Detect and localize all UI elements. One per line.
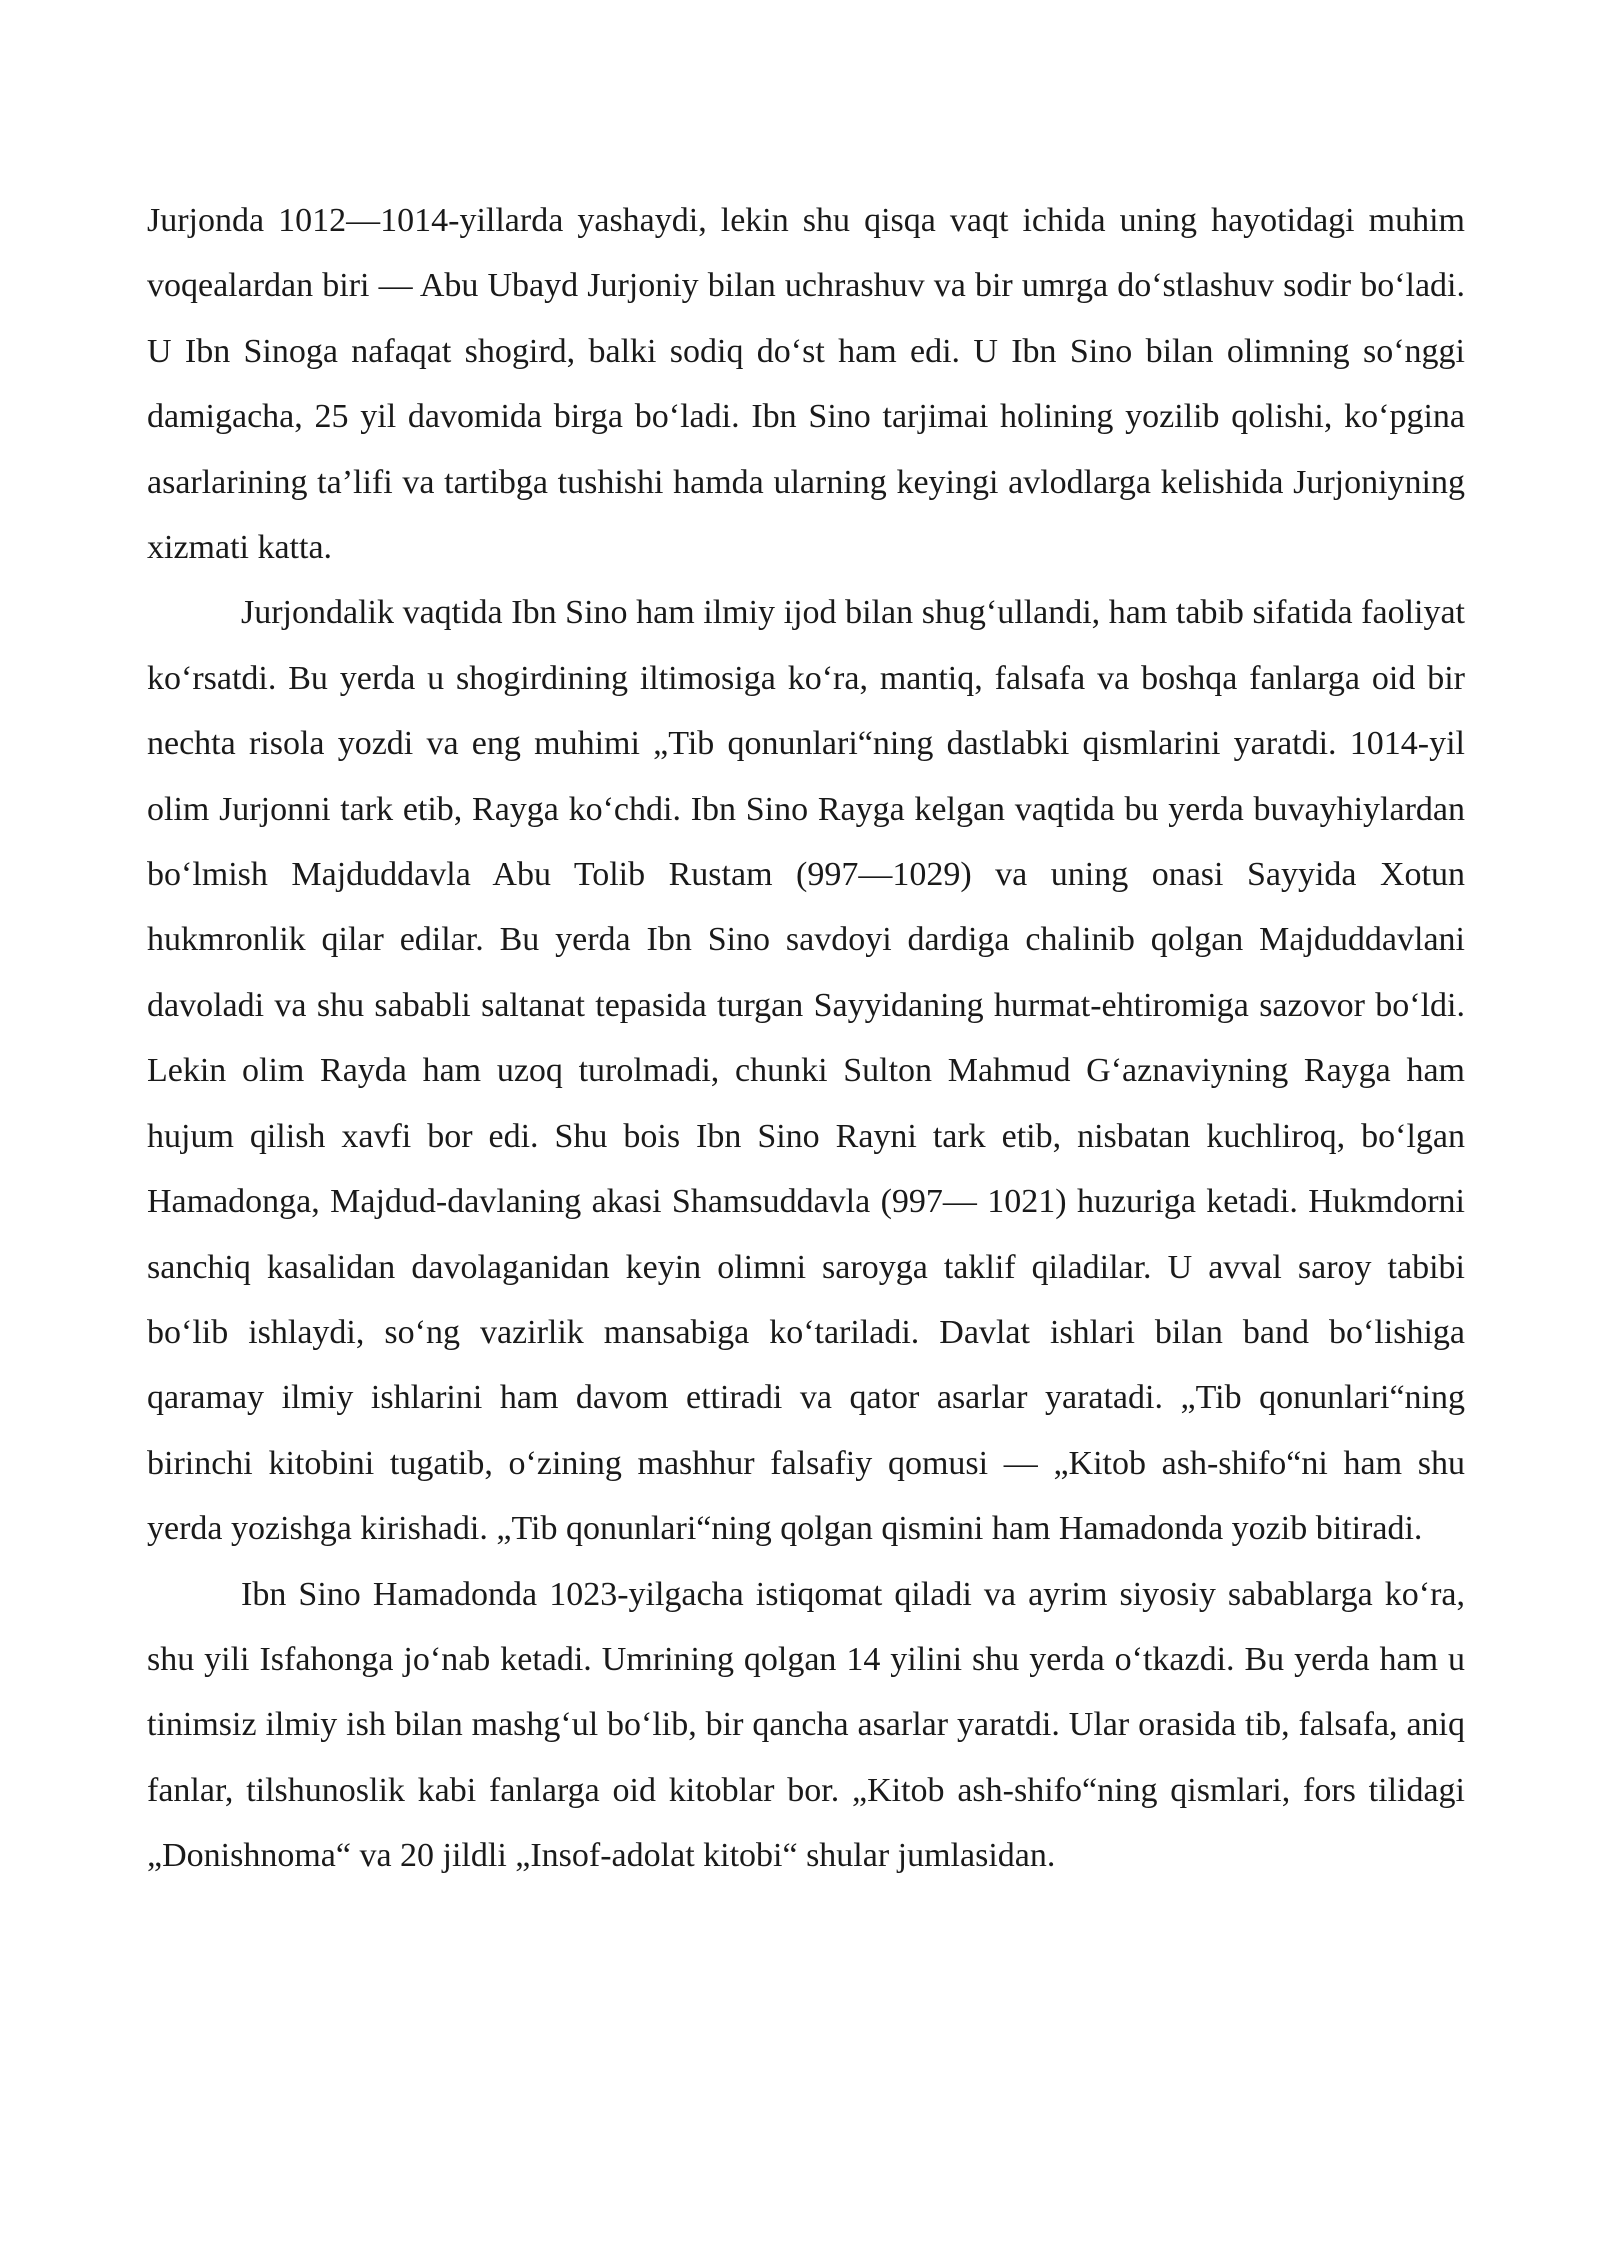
paragraph-1: Jurjonda 1012—1014-yillarda yashaydi, lekin shu qisqa vaqt ichida uning hayotidagi muhim voqealardan biri — Abu Ubayd Jurjoniy bilan uchrashuv va bir umrga do‘stlashuv sodir bo‘ladi. U Ibn Sinoga nafaqat shogird, balki sodiq do‘st ham edi. U Ibn Sino bilan olimning so‘nggi damigacha, 25 yil davomida birga bo‘ladi. Ibn Sino tarjimai holining yozilib qolishi, ko‘pgina asarlarining ta’lifi va tartibga tushishi hamda ularning keyingi avlodlarga kelishida Jurjoniyning xizmati katta. [147,202,1465,567]
paragraph-2: Jurjondalik vaqtida Ibn Sino ham ilmiy ijod bilan shug‘ullandi, ham tabib sifatida faoliyat ko‘rsatdi. Bu yerda u shogirdining iltimosiga ko‘ra, mantiq, falsafa va boshqa fanlarga oid bir nechta risola yozdi va eng muhimi „Tib qonunlari“ning dastlabki qismlarini yaratdi. 1014-yil olim Jurjonni tark etib, Rayga ko‘chdi. Ibn Sino Rayga kelgan vaqtida bu yerda buvayhiylardan bo‘lmish Majduddavla Abu Tolib Rustam (997—1029) va uning onasi Sayyida Xotun hukmronlik qilar edilar. Bu yerda Ibn Sino savdoyi dardiga chalinib qolgan Majduddavlani davoladi va shu sababli saltanat tepasida turgan Sayyidaning hurmat-ehtiromiga sazovor bo‘ldi. Lekin olim Rayda ham uzoq turolmadi, chunki Sulton Mahmud G‘aznaviyning Rayga ham hujum qilish xavfi bor edi. Shu bois Ibn Sino Rayni tark etib, nisbatan kuchliroq, bo‘lgan Hamadonga, Majdud-davlaning akasi Shamsuddavla (997— 1021) huzuriga ketadi. Hukmdorni sanchiq kasalidan davolaganidan keyin olimni saroyga taklif qiladilar. U avval saroy tabibi bo‘lib ishlaydi, so‘ng vazirlik mansabiga ko‘tariladi. Davlat ishlari bilan band bo‘lishiga qaramay ilmiy ishlarini ham davom ettiradi va qator asarlar yaratadi. „Tib qonunlari“ning birinchi kitobini tugatib, o‘zining mashhur falsafiy qomusi — „Kitob ash-shifo“ni ham shu yerda yozishga kirishadi. „Tib qonunlari“ning qolgan qismini ham Hamadonda yozib bitiradi. [147,594,1465,1548]
document-body [147,188,1465,1889]
paragraph-3: Ibn Sino Hamadonda 1023-yilgacha istiqomat qiladi va ayrim siyosiy sabablarga ko‘ra, shu yili Isfahonga jo‘nab ketadi. Umrining qolgan 14 yilini shu yerda o‘tkazdi. Bu yerda ham u tinimsiz ilmiy ish bilan mashg‘ul bo‘lib, bir qancha asarlar yaratdi. Ular orasida tib, falsafa, aniq fanlar, tilshunoslik kabi fanlarga oid kitoblar bor. „Kitob ash-shifo“ning qismlari, fors tilidagi „Donishnoma“ va 20 jildli „Insof-adolat kitobi“ shular jumlasidan. [147,1575,1465,1875]
